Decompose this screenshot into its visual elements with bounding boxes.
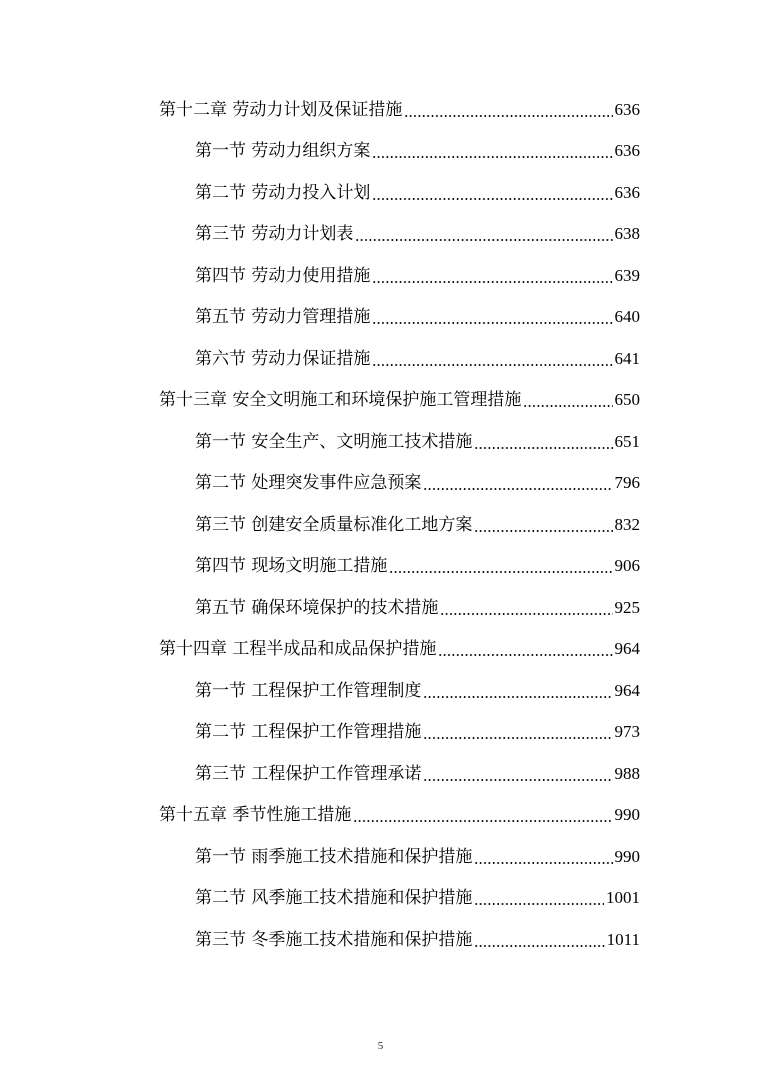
toc-entry-page: 990 <box>614 805 640 825</box>
toc-entry-label: 第十二章 劳动力计划及保证措施 <box>159 99 403 120</box>
dot-leader <box>423 487 612 491</box>
dot-leader <box>474 944 604 948</box>
toc-entry-label: 第二节 处理突发事件应急预案 <box>195 473 422 494</box>
toc-section <box>0 919 640 961</box>
dot-leader <box>440 612 612 616</box>
toc-entry-label: 第四节 现场文明施工措施 <box>195 556 388 577</box>
toc-chapter-12 <box>0 89 640 131</box>
toc-section <box>0 712 640 754</box>
toc-entry-label: 第五节 劳动力管理措施 <box>195 307 371 328</box>
toc-entry-label: 第三节 工程保护工作管理承诺 <box>195 763 422 784</box>
toc-entry-page: 636 <box>614 182 640 202</box>
toc-entry-label: 第三节 冬季施工技术措施和保护措施 <box>195 929 473 950</box>
toc-entry-label: 第一节 安全生产、文明施工技术措施 <box>195 431 473 452</box>
toc-entry-page: 988 <box>614 763 640 783</box>
dot-leader <box>372 197 612 201</box>
toc-section <box>0 172 640 214</box>
dot-leader <box>423 778 612 782</box>
toc-entry-page: 638 <box>614 224 640 244</box>
dot-leader <box>474 902 604 906</box>
toc-entry-page: 964 <box>614 680 640 700</box>
dot-leader <box>523 404 612 408</box>
toc-section <box>0 255 640 297</box>
toc-entry-label: 第二节 工程保护工作管理措施 <box>195 722 422 743</box>
table-of-contents <box>0 89 761 961</box>
toc-section <box>0 836 640 878</box>
toc-entry-label: 第一节 劳动力组织方案 <box>195 141 371 162</box>
toc-entry-label: 第十五章 季节性施工措施 <box>159 805 352 826</box>
toc-chapter-13 <box>0 380 640 422</box>
toc-entry-page: 796 <box>614 473 640 493</box>
dot-leader <box>355 238 612 242</box>
toc-section <box>0 338 640 380</box>
dot-leader <box>372 363 612 367</box>
toc-section <box>0 587 640 629</box>
toc-entry-page: 639 <box>614 265 640 285</box>
page-number: 5 <box>377 1040 384 1052</box>
toc-entry-page: 964 <box>614 639 640 659</box>
toc-section <box>0 753 640 795</box>
toc-entry-label: 第十三章 安全文明施工和环境保护施工管理措施 <box>159 390 522 411</box>
toc-entry-page: 990 <box>614 846 640 866</box>
toc-section <box>0 878 640 920</box>
toc-entry-label: 第五节 确保环境保护的技术措施 <box>195 597 439 618</box>
toc-entry-label: 第一节 雨季施工技术措施和保护措施 <box>195 846 473 867</box>
dot-leader <box>423 736 612 740</box>
toc-entry-page: 650 <box>614 390 640 410</box>
dot-leader <box>372 321 612 325</box>
toc-section <box>0 297 640 339</box>
toc-entry-page: 1011 <box>606 929 640 949</box>
dot-leader <box>438 653 612 657</box>
dot-leader <box>353 819 612 823</box>
toc-entry-page: 640 <box>614 307 640 327</box>
toc-entry-page: 973 <box>614 722 640 742</box>
dot-leader <box>423 695 612 699</box>
toc-section <box>0 546 640 588</box>
toc-section <box>0 214 640 256</box>
toc-chapter-14 <box>0 629 640 671</box>
toc-entry-label: 第二节 风季施工技术措施和保护措施 <box>195 888 473 909</box>
toc-entry-label: 第一节 工程保护工作管理制度 <box>195 680 422 701</box>
toc-section <box>0 463 640 505</box>
dot-leader <box>372 280 612 284</box>
toc-entry-label: 第二节 劳动力投入计划 <box>195 182 371 203</box>
toc-entry-label: 第三节 劳动力计划表 <box>195 224 354 245</box>
toc-entry-label: 第四节 劳动力使用措施 <box>195 265 371 286</box>
dot-leader <box>372 155 612 159</box>
toc-entry-label: 第三节 创建安全质量标准化工地方案 <box>195 514 473 535</box>
toc-entry-label: 第六节 劳动力保证措施 <box>195 348 371 369</box>
toc-section <box>0 131 640 173</box>
toc-section <box>0 670 640 712</box>
toc-chapter-15 <box>0 795 640 837</box>
toc-entry-label: 第十四章 工程半成品和成品保护措施 <box>159 639 437 660</box>
toc-entry-page: 1001 <box>606 888 640 908</box>
toc-section <box>0 504 640 546</box>
toc-section <box>0 421 640 463</box>
dot-leader <box>474 861 612 865</box>
toc-entry-page: 651 <box>614 431 640 451</box>
toc-entry-page: 636 <box>614 99 640 119</box>
toc-entry-page: 925 <box>614 597 640 617</box>
dot-leader <box>404 114 612 118</box>
dot-leader <box>474 446 612 450</box>
toc-entry-page: 832 <box>614 514 640 534</box>
dot-leader <box>389 570 612 574</box>
toc-entry-page: 641 <box>614 348 640 368</box>
toc-entry-page: 636 <box>614 141 640 161</box>
dot-leader <box>474 529 612 533</box>
toc-entry-page: 906 <box>614 556 640 576</box>
